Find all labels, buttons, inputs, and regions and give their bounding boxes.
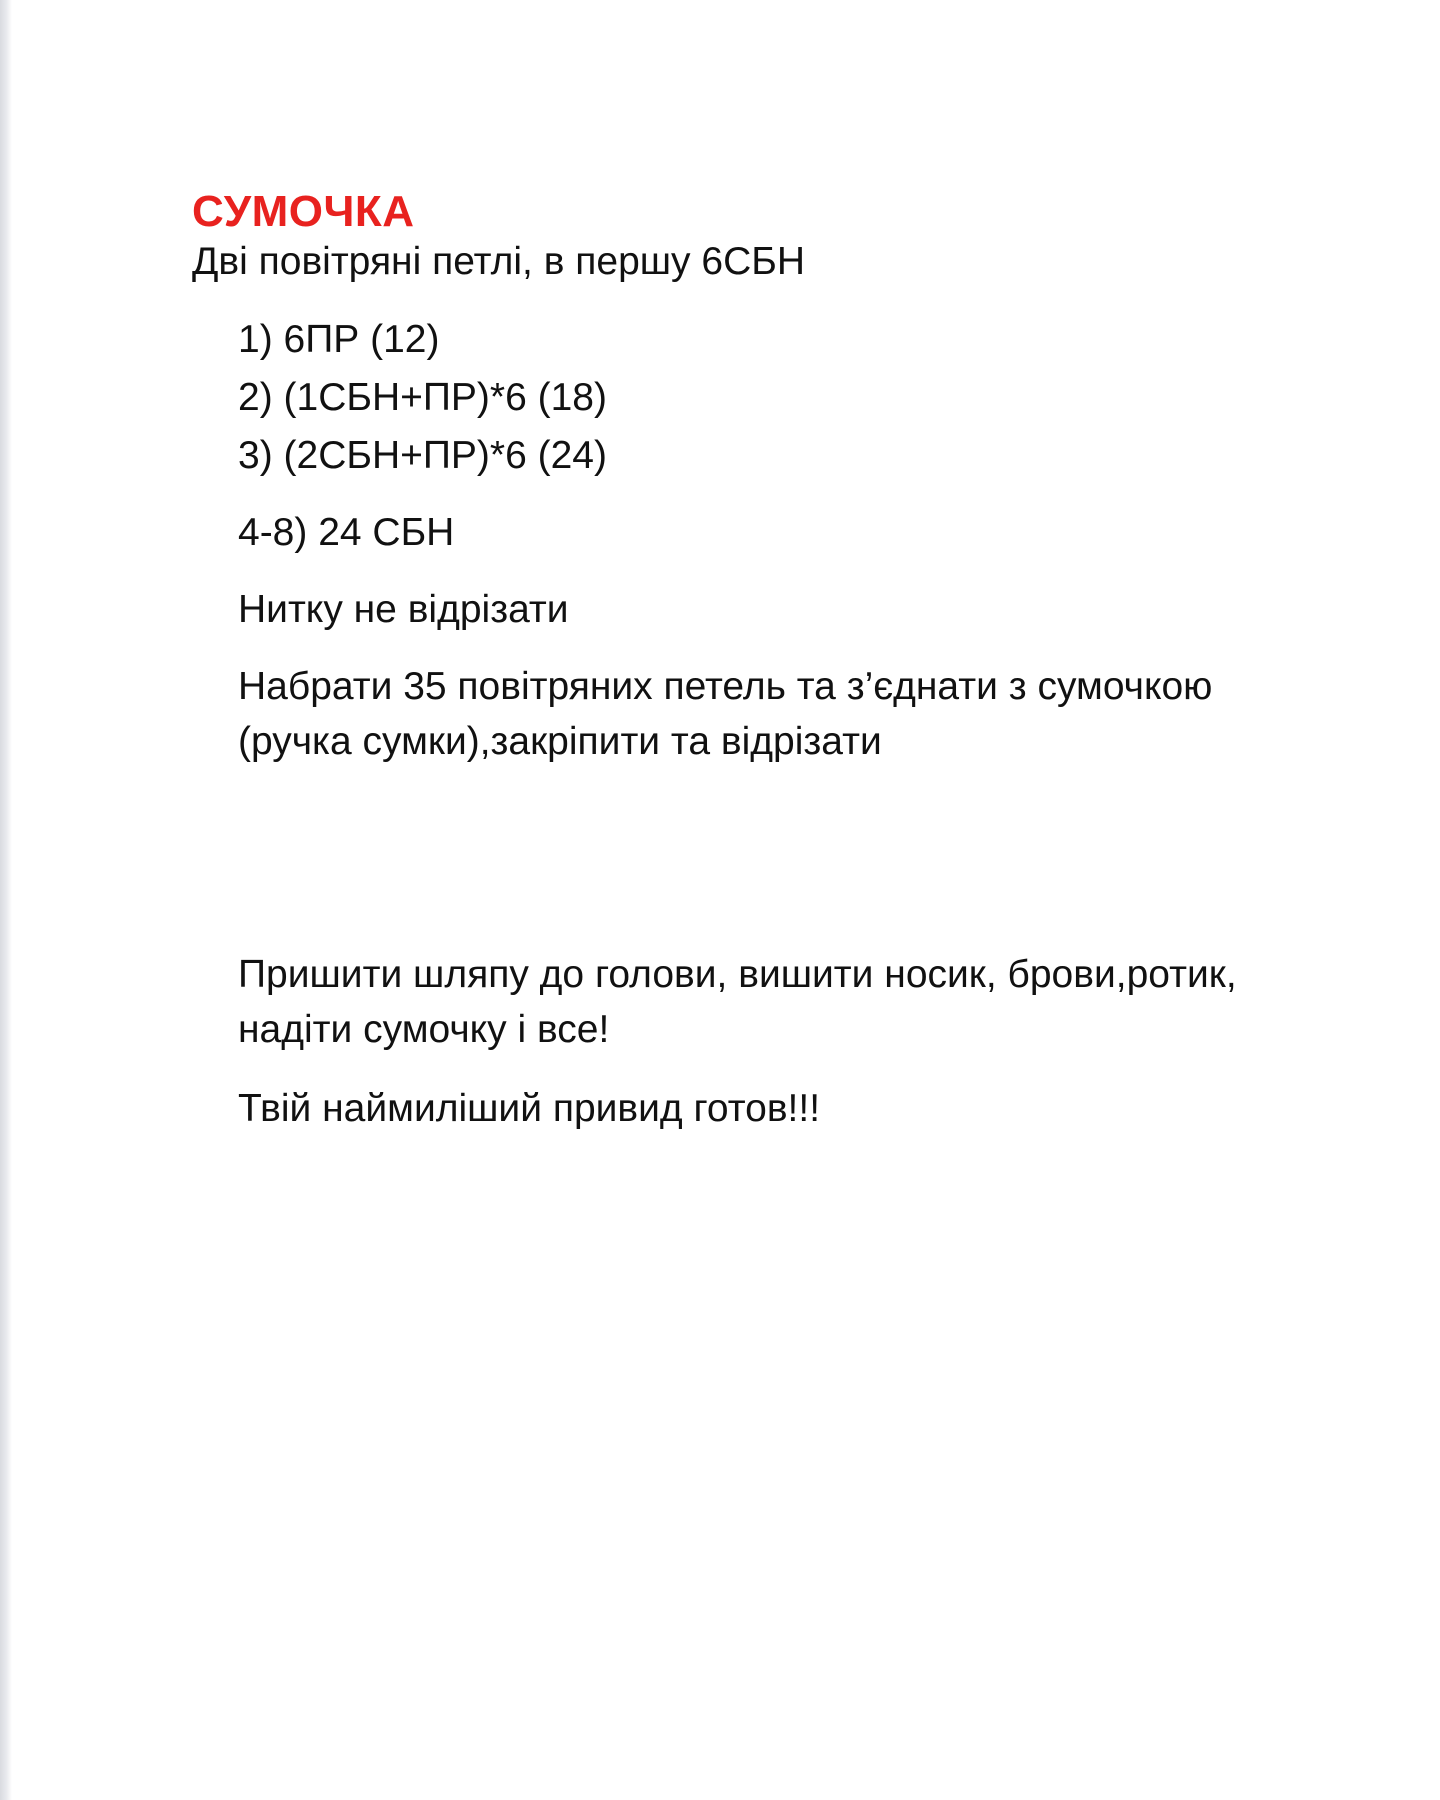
closing-message: Твій наймиліший привид готов!!! <box>238 1087 821 1130</box>
instruction-row-2: 2) (1СБН+ПР)*6 (18) <box>238 376 607 419</box>
instruction-row-1: 1) 6ПР (12) <box>238 318 440 361</box>
instruction-row-3: 3) (2СБН+ПР)*6 (24) <box>238 434 607 477</box>
thread-note: Нитку не відрізати <box>238 588 569 631</box>
finishing-instruction-line-2: надіти сумочку і все! <box>238 1008 610 1051</box>
handle-instruction-line-2: (ручка сумки),закріпити та відрізати <box>238 720 882 763</box>
document-title: СУМОЧКА <box>192 187 415 237</box>
finishing-instruction-line-1: Пришити шляпу до голови, вишити носик, брови,ротик, <box>238 953 1237 996</box>
handle-instruction-line-1: Набрати 35 повітряних петель та з’єднати з сумочкою <box>238 665 1213 708</box>
document-page <box>12 0 1440 1800</box>
page-left-edge-shadow <box>0 0 12 1800</box>
intro-instruction: Дві повітряні петлі, в першу 6СБН <box>192 240 805 283</box>
instruction-row-4-8: 4-8) 24 СБН <box>238 511 455 554</box>
